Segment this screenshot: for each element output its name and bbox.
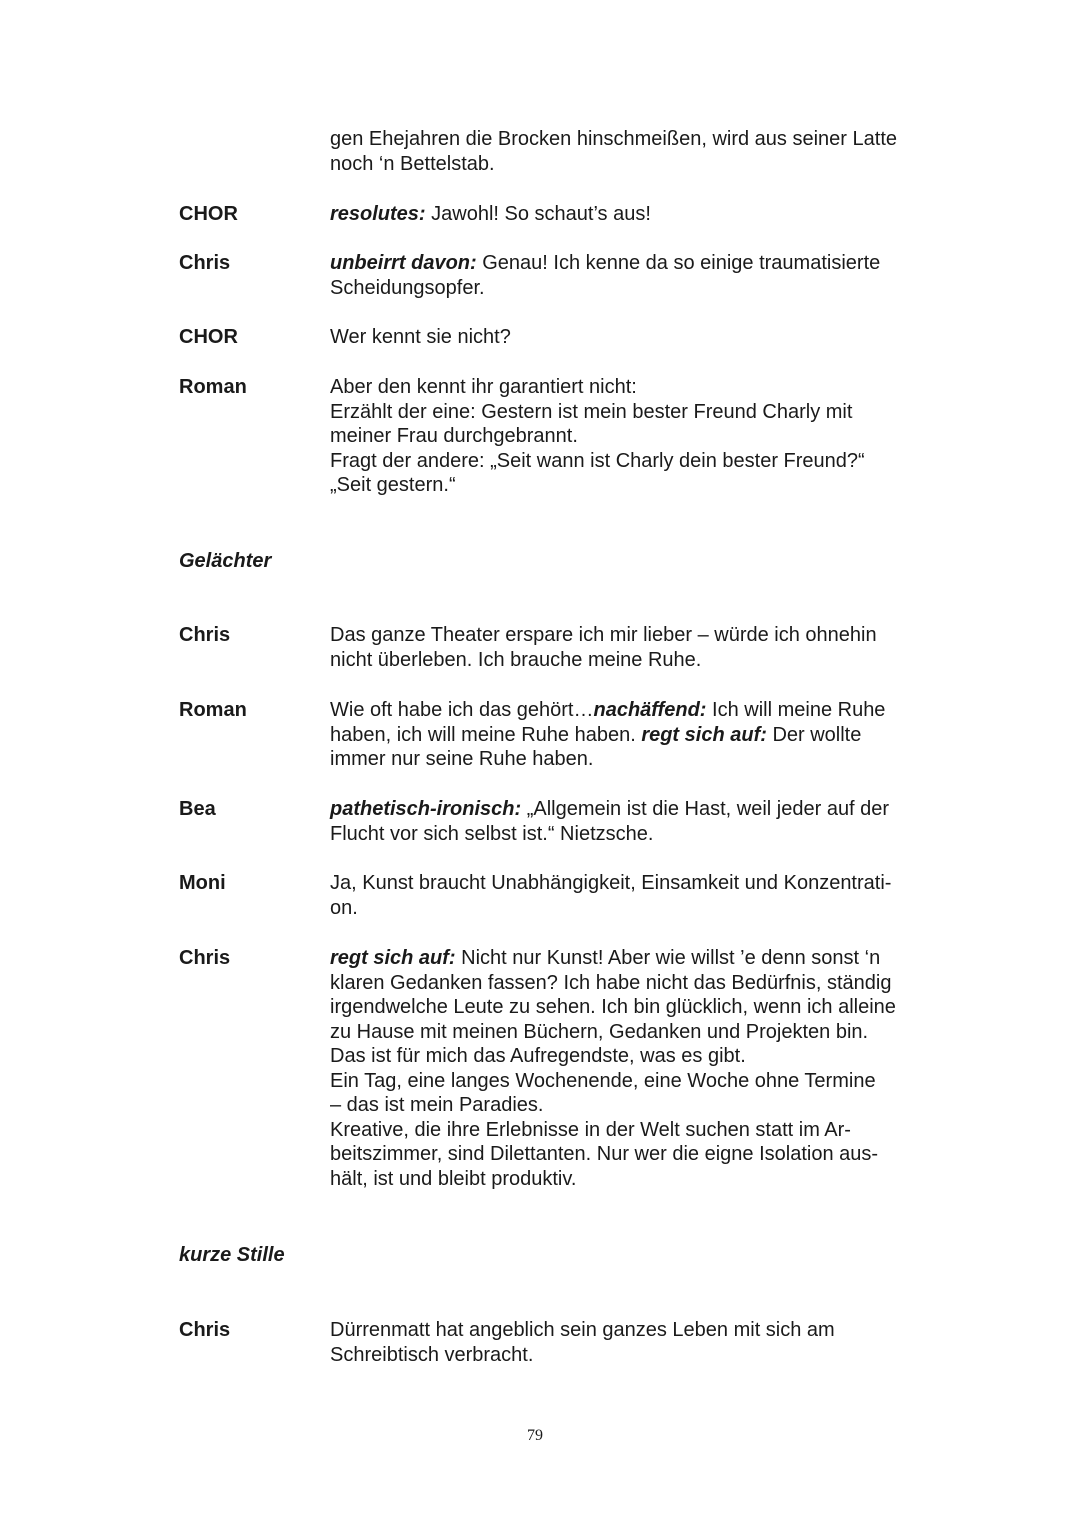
dialogue-text bbox=[330, 871, 950, 920]
text-line: pathetisch-ironisch: „Allgemein ist die Hast, weil jeder auf der bbox=[330, 798, 890, 820]
text-line: unbeirrt davon: Genau! Ich kenne da so einige traumatisierte bbox=[330, 252, 881, 274]
stage-direction: pathetisch-ironisch: bbox=[330, 798, 522, 820]
text-line: Flucht vor sich selbst ist.“ Nietzsche. bbox=[330, 822, 654, 845]
speaker-name: CHOR bbox=[179, 326, 238, 348]
speaker-name: Bea bbox=[179, 798, 216, 820]
dialogue-text bbox=[330, 698, 950, 772]
speaker-name: Chris bbox=[179, 252, 231, 274]
text-line: meiner Frau durchgebrannt. bbox=[330, 425, 578, 447]
speaker-name: Roman bbox=[179, 699, 247, 721]
text-line: Das ganze Theater erspare ich mir lieber – würde ich ohnehin bbox=[330, 624, 877, 646]
text-line: irgendwelche Leute zu sehen. Ich bin glücklich, wenn ich alleine bbox=[330, 996, 896, 1018]
speaker-name: Moni bbox=[179, 872, 226, 894]
text-line: Erzählt der eine: Gestern ist mein bester Freund Charly mit bbox=[330, 400, 853, 423]
dialogue-text bbox=[330, 797, 950, 846]
text-line: haben, ich will meine Ruhe haben. regt sich auf: Der wollte bbox=[330, 723, 862, 746]
stage-direction: unbeirrt davon: bbox=[330, 252, 477, 274]
page-number: 79 bbox=[527, 1427, 543, 1444]
text-line: beitszimmer, sind Dilettanten. Nur wer die eigne Isolation aus- bbox=[330, 1143, 879, 1165]
text-line: Ja, Kunst braucht Unabhängigkeit, Einsamkeit und Konzentrati- bbox=[330, 872, 892, 894]
text-line: resolutes: Jawohl! So schaut’s aus! bbox=[330, 203, 651, 225]
stage-direction: nachäffend: bbox=[593, 699, 707, 721]
text-line: Aber den kennt ihr garantiert nicht: bbox=[330, 376, 637, 398]
text-line: immer nur seine Ruhe haben. bbox=[330, 748, 594, 770]
text-line: Wer kennt sie nicht? bbox=[330, 326, 511, 348]
text-line: Kreative, die ihre Erlebnisse in der Welt suchen statt im Ar- bbox=[330, 1118, 851, 1141]
text-line: zu Hause mit meinen Büchern, Gedanken und Projekten bin. bbox=[330, 1020, 869, 1043]
text-line: Ein Tag, eine langes Wochenende, eine Woche ohne Termine bbox=[330, 1069, 876, 1092]
stage-direction: regt sich auf: bbox=[330, 947, 456, 969]
text-line: Das ist für mich das Aufregendste, was es gibt. bbox=[330, 1045, 746, 1067]
text-line: gen Ehejahren die Brocken hinschmeißen, wird aus seiner Latte bbox=[330, 128, 897, 150]
dialogue-text bbox=[330, 946, 950, 1191]
speaker-name: Chris bbox=[179, 947, 231, 969]
text-line: noch ‘n Bettelstab. bbox=[330, 152, 495, 175]
speaker-name: Chris bbox=[179, 1319, 231, 1341]
dialogue-text bbox=[330, 375, 950, 498]
dialogue-text bbox=[330, 623, 950, 672]
stage-note: Gelächter bbox=[179, 550, 272, 572]
text-line: „Seit gestern.“ bbox=[330, 474, 456, 496]
text-line: regt sich auf: Nicht nur Kunst! Aber wie willst ’e denn sonst ‘n bbox=[330, 947, 881, 969]
text-line: Dürrenmatt hat angeblich sein ganzes Leben mit sich am bbox=[330, 1319, 835, 1341]
speaker-name: Chris bbox=[179, 624, 231, 646]
dialogue-text bbox=[330, 127, 950, 176]
text-line: – das ist mein Paradies. bbox=[330, 1094, 544, 1116]
text-line: Wie oft habe ich das gehört…nachäffend: Ich will meine Ruhe bbox=[330, 699, 886, 721]
dialogue-text bbox=[330, 325, 950, 350]
speaker-name: Roman bbox=[179, 376, 247, 398]
dialogue-text bbox=[330, 202, 950, 227]
stage-note: kurze Stille bbox=[179, 1244, 285, 1266]
text-line: nicht überleben. Ich brauche meine Ruhe. bbox=[330, 648, 702, 671]
dialogue-text bbox=[330, 1318, 950, 1367]
text-line: on. bbox=[330, 896, 358, 919]
text-line: Schreibtisch verbracht. bbox=[330, 1343, 534, 1366]
stage-direction: regt sich auf: bbox=[641, 723, 767, 746]
text-line: Scheidungsopfer. bbox=[330, 276, 485, 299]
text-line: klaren Gedanken fassen? Ich habe nicht das Bedürfnis, ständig bbox=[330, 971, 892, 994]
dialogue-text bbox=[330, 251, 950, 300]
text-line: hält, ist und bleibt produktiv. bbox=[330, 1167, 577, 1190]
stage-direction: resolutes: bbox=[330, 203, 426, 225]
speaker-name: CHOR bbox=[179, 203, 238, 225]
text-line: Fragt der andere: „Seit wann ist Charly dein bester Freund?“ bbox=[330, 449, 865, 472]
